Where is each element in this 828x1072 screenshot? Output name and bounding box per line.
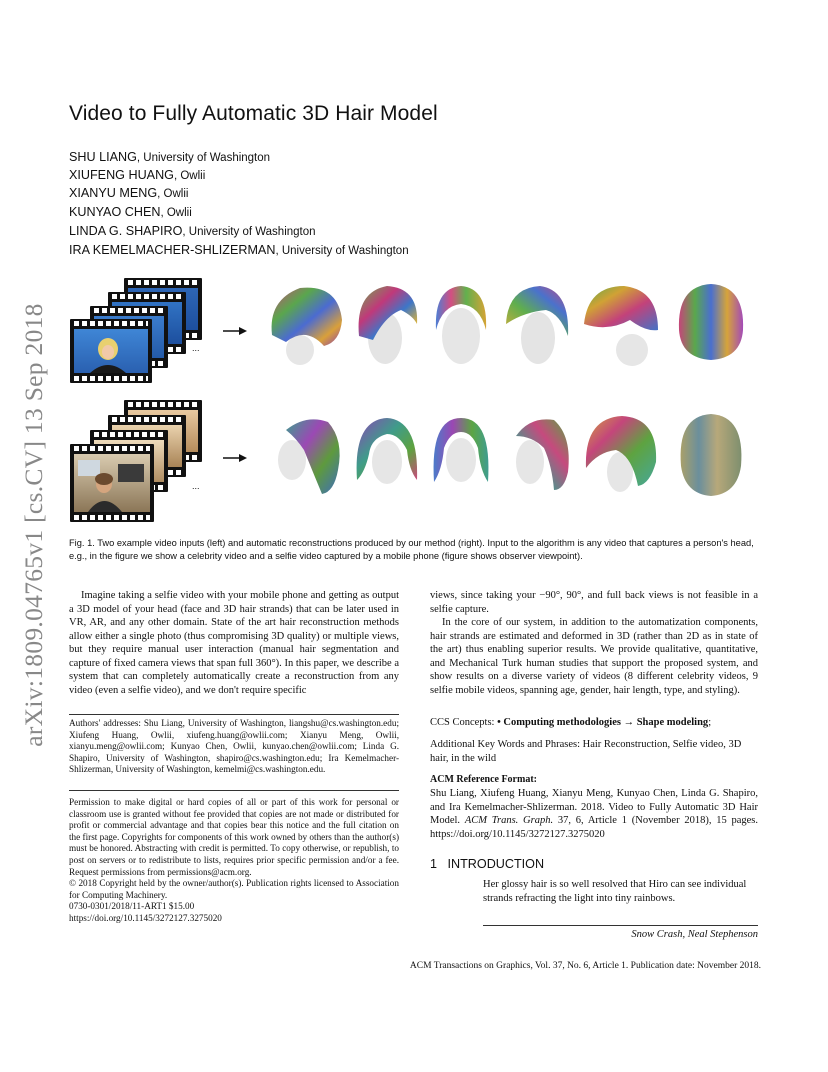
right-column-text [430,589,758,697]
footnote-rule [69,714,399,715]
author-affiliation: , University of Washington [275,245,409,257]
acm-reference [430,787,758,841]
video-frame [70,319,152,383]
author-affiliation: , University of Washington [136,152,271,164]
hair-reconstruction-model [580,280,662,372]
author-addresses [69,718,399,776]
doi-line: https://doi.org/10.1145/3272127.3275020 [69,912,222,923]
section-title: INTRODUCTION [447,857,545,871]
author-line [69,243,409,257]
acm-reference-heading: ACM Reference Format: [430,774,537,785]
paragraph: views, since taking your −90°, 90°, and full back views is not feasible in a selfie capture. [430,590,758,615]
paragraph: In the core of our system, in addition to the automatization components, hair strands are estimated and deformed in 3D (rather than 2D as in state of the art) thus enabling superior results. We provide qualitative, quantitative, and Mechanical Turk human studies that support the proposed system, and show results on a diverse variety of videos (8 different celebrity videos, 9 selfie mobile videos, spanning age, gender, hair length, type, and styling). [430,617,758,696]
video-filmstrip-celebrity [68,275,208,385]
hair-reconstruction-model [500,280,574,372]
permission-rule [69,790,399,791]
author-affiliation: , University of Washington [182,226,316,238]
hair-reconstruction-model [673,280,749,372]
author-affiliation: , Owlii [157,188,189,200]
hair-reconstruction-model [351,280,423,372]
acm-ref-details: 37, 6, Article 1 (November 2018), 15 pages. https://doi.org/10.1145/3272127.3275020 [430,815,759,840]
hair-reconstruction-model [351,410,423,502]
acm-ref-authors: Shu Liang, Xiufeng Huang, Xianyu Meng, Kunyao Chen, Linda G. Shapiro, and Ira Kemelmacher-Shlizerman. 2018. Video to Fully Automatic 3D Hair Model. [430,788,758,826]
permission-text: Permission to make digital or hard copies of all or part of this work for personal or classroom use is granted without fee provided that copies are not made or distributed for profit or commercial advantage and that copies bear this notice and the full citation on the first page. Copyrights for components of this work owned by others than the author(s) must be honored. Abstracting with credit is permitted. To copy otherwise, or republish, to post on servers or to redistribute to lists, requires prior specific permission and/or a fee. Request permissions from permissions@acm.org. [69,797,399,877]
ccs-concepts [430,716,758,730]
arrow-right-icon [223,326,247,336]
author-line [69,205,192,219]
video-frame [70,444,154,522]
ellipsis: ... [192,343,200,353]
epigraph-attribution: Snow Crash, Neal Stephenson [631,929,758,940]
ccs-label: CCS Concepts: [430,717,498,728]
arxiv-stamp [12,300,56,750]
addresses-text: Authors' addresses: Shu Liang, University of Washington, liangshu@cs.washington.edu; Xiufeng Huang, Owlii, xiufeng.huang@owlii.com; Xianyu Meng, Owlii, xianyu.meng@owlii.com; Kunyao Chen, Owlii, kunyao.chen@owlii.com; Linda G. Shapiro, University of Washington, shapiro@cs.washington.edu; Ira Kemelmacher-Shlizerman, University of Washington, kemelmi@cs.washington.edu. [69,718,399,775]
section-number: 1 [430,857,438,871]
arrow-right-icon [223,453,247,463]
hair-reconstruction-model [580,410,662,502]
celebrity-thumbnail [74,329,148,373]
issn-line: 0730-0301/2018/11-ART1 $15.00 [69,901,195,912]
selfie-thumbnail [74,454,150,512]
acm-ref-journal: ACM Trans. Graph. [464,815,554,826]
author-affiliation: , Owlii [160,207,192,219]
figure-caption: Fig. 1. Two example video inputs (left) and automatic reconstructions produced by our method (right). Input to the algorithm is any video that captures a person's head, e.g., in the figure we show a celebrity video and a selfie video captured by a mobile phone (figure shows observer viewpoint). [69,538,754,561]
author-name: KUNYAO CHEN [69,205,161,219]
author-line [69,224,316,238]
ccs-concept: Computing methodologies → Shape modeling [503,717,709,728]
epigraph: Her glossy hair is so well resolved that Hiro can see individual strands refracting the light into tiny rainbows. [483,879,747,904]
figure-1 [68,275,763,530]
author-name: SHU LIANG [69,150,137,164]
author-name: XIUFENG HUANG [69,168,174,182]
epigraph-rule [483,925,758,926]
author-line [69,186,188,200]
ccs-end: ; [708,717,712,728]
hair-reconstruction-model [266,280,346,372]
author-name: IRA KEMELMACHER-SHLIZERMAN [69,243,276,257]
section-heading [430,857,544,871]
video-filmstrip-selfie [68,397,208,525]
keywords: Additional Key Words and Phrases: Hair Reconstruction, Selfie video, 3D hair, in the wild [430,739,742,764]
author-name: XIANYU MENG [69,186,158,200]
author-affiliation: , Owlii [173,170,206,182]
page-footer: ACM Transactions on Graphics, Vol. 37, No. 6, Article 1. Publication date: November 2018. [409,961,761,971]
author-name: LINDA G. SHAPIRO [69,224,183,238]
ellipsis: ... [192,481,200,491]
copyright-line: © 2018 Copyright held by the owner/author(s). Publication rights licensed to Association for Computing Machinery. [69,878,399,900]
hair-reconstruction-model [428,280,494,372]
ccs-bullet: • [497,717,501,728]
author-line [69,168,205,182]
arxiv-stamp-text: arXiv:1809.04765v1 [cs.CV] 13 Sep 2018 [19,303,48,747]
hair-reconstruction-model [266,410,346,502]
hair-reconstruction-model [500,410,574,502]
permission-block [69,797,399,925]
hair-reconstruction-model [673,410,749,502]
paper-title: Video to Fully Automatic 3D Hair Model [69,102,438,125]
abstract-text: Imagine taking a selfie video with your mobile phone and getting as output a 3D model of your head (face and 3D hair strands) that can be later used in VR, AR, and any other domain. State of the art hair reconstruction methods allow either a single photo (thus compromising 3D quality) or multiple views, but they require manual user interaction (manual hair segmentation and capture of fixed camera views that span full 360°). In this paper, we describe a system that can completely automatically create a reconstruction from any video (even a selfie video), and we don't require specific [69,590,399,696]
author-line [69,150,270,164]
hair-reconstruction-model [428,410,494,502]
abstract [69,589,399,697]
